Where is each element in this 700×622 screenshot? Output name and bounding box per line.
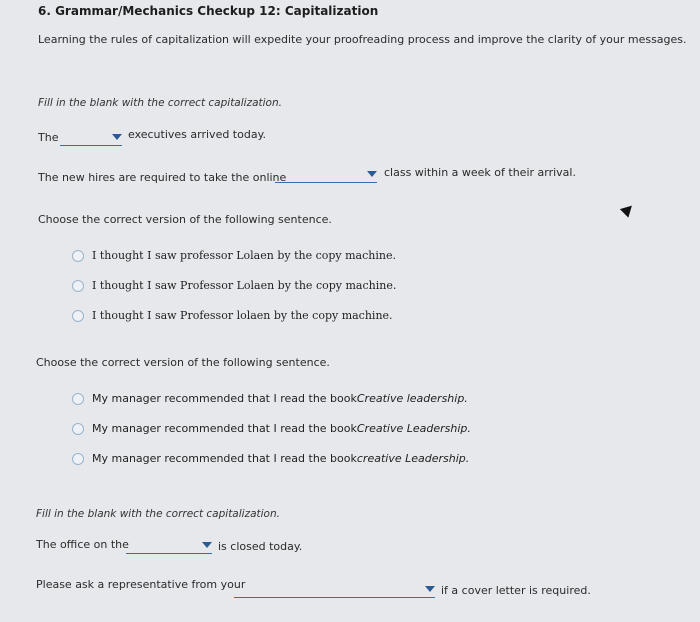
q4-item2-after: if a cover letter is required. bbox=[441, 584, 591, 597]
q4-instruction: Fill in the blank with the correct capitalization. bbox=[36, 508, 280, 520]
q3-option-2-lead: My manager recommended that I read the book bbox=[92, 422, 357, 435]
caret-down-icon bbox=[425, 586, 435, 592]
q1-item2-before: The new hires are required to take the online bbox=[38, 171, 287, 184]
radio-button-icon[interactable] bbox=[72, 423, 84, 435]
q1-item1-before: The bbox=[38, 131, 59, 144]
q1-item2-after: class within a week of their arrival. bbox=[384, 166, 576, 179]
q3-option-3[interactable] bbox=[72, 452, 469, 465]
caret-down-icon bbox=[112, 134, 122, 140]
caret-down-icon bbox=[367, 171, 377, 177]
q3-option-1-title: Creative leadership. bbox=[356, 392, 468, 405]
q1-item1-after: executives arrived today. bbox=[128, 128, 267, 141]
mouse-pointer-icon bbox=[620, 201, 636, 217]
radio-button-icon[interactable] bbox=[72, 250, 84, 262]
q2-option-2-label: I thought I saw Professor Lolaen by the copy machine. bbox=[92, 279, 397, 292]
question-title: 6. Grammar/Mechanics Checkup 12: Capitalization bbox=[38, 4, 379, 18]
radio-button-icon[interactable] bbox=[72, 453, 84, 465]
q1-instruction: Fill in the blank with the correct capitalization. bbox=[38, 97, 282, 109]
q4-item1-dropdown[interactable] bbox=[126, 539, 212, 554]
q3-option-2-title: Creative Leadership. bbox=[356, 422, 471, 435]
q2-option-3-label: I thought I saw Professor lolaen by the copy machine. bbox=[92, 309, 393, 322]
q4-item1-after: is closed today. bbox=[218, 540, 303, 553]
q3-option-3-title: creative Leadership. bbox=[356, 452, 470, 465]
q1-item1-dropdown[interactable] bbox=[60, 131, 122, 146]
q4-item2-before: Please ask a representative from your bbox=[36, 578, 246, 591]
q2-instruction: Choose the correct version of the following sentence. bbox=[38, 213, 332, 226]
radio-button-icon[interactable] bbox=[72, 280, 84, 292]
q3-option-1-lead: My manager recommended that I read the book bbox=[92, 392, 357, 405]
q4-item2-dropdown[interactable] bbox=[234, 583, 435, 598]
q2-option-1-label: I thought I saw professor Lolaen by the copy machine. bbox=[92, 249, 396, 262]
radio-button-icon[interactable] bbox=[72, 393, 84, 405]
q4-item1-before: The office on the bbox=[36, 538, 129, 551]
intro-text: Learning the rules of capitalization will expedite your proofreading process and improve the clarity of your messages. bbox=[38, 33, 687, 46]
q3-option-2[interactable] bbox=[72, 422, 471, 435]
q1-item2-dropdown[interactable] bbox=[275, 168, 377, 183]
q2-option-2[interactable] bbox=[72, 279, 396, 292]
caret-down-icon bbox=[202, 542, 212, 548]
q2-option-1[interactable] bbox=[72, 249, 396, 262]
radio-button-icon[interactable] bbox=[72, 310, 84, 322]
q3-option-1[interactable] bbox=[72, 392, 468, 405]
q3-option-3-lead: My manager recommended that I read the book bbox=[92, 452, 357, 465]
q2-option-3[interactable] bbox=[72, 309, 393, 322]
q3-instruction: Choose the correct version of the following sentence. bbox=[36, 356, 330, 369]
